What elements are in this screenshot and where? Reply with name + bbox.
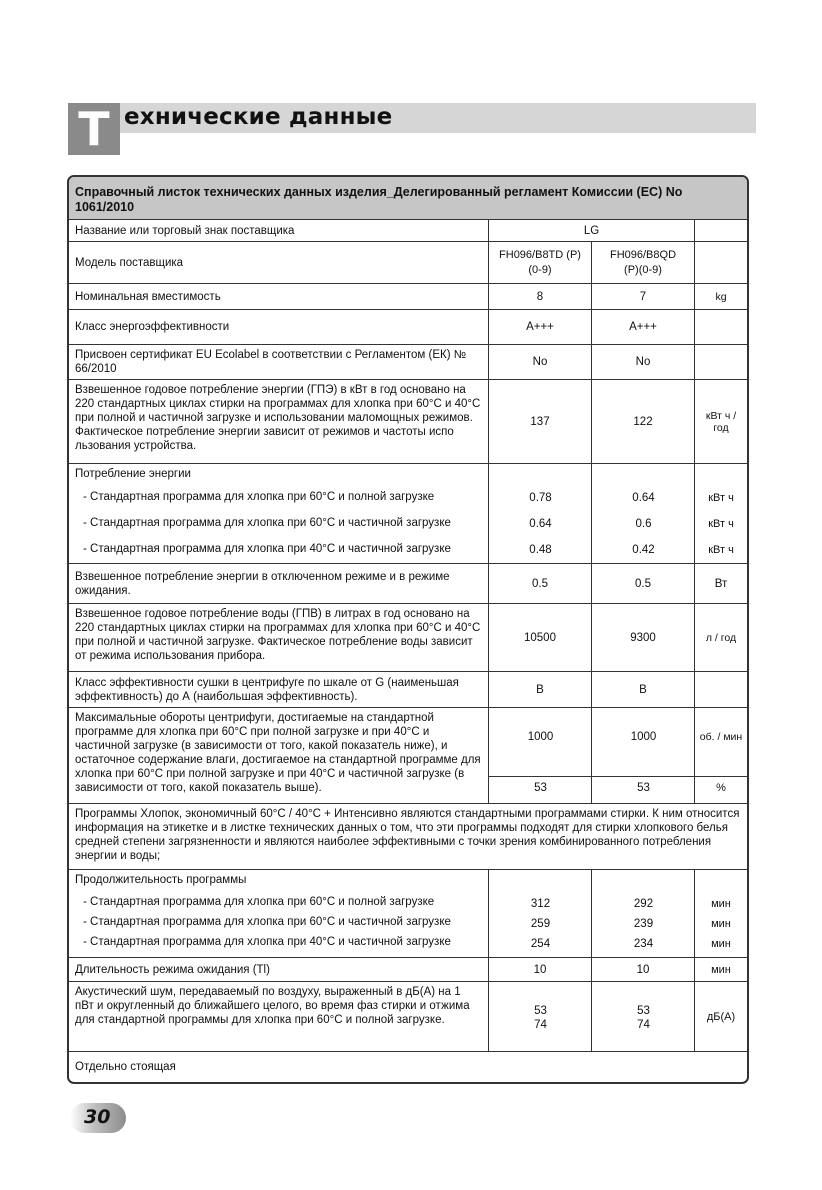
moisture-value-1: 53 (534, 782, 547, 794)
list-item: - Стандартная программа для хлопка при 60°С и частичной загрузке (83, 517, 451, 529)
annual-water-value-1: 10500 (489, 604, 592, 671)
unit-cell (695, 672, 747, 707)
moisture-value-2: 53 (637, 782, 650, 794)
noise-unit: дБ(А) (706, 1010, 736, 1023)
unit-cell (695, 345, 747, 379)
value: 0.42 (632, 544, 655, 556)
table-caption: Справочный листок технических данных изделия_Делегированный регламент Комиссии (ЕС) No 1061/2010 (69, 177, 747, 220)
row-label: Присвоен сертификат EU Ecolabel в соответствии с Регламентом (ЕК) № 66/2010 (69, 345, 489, 379)
row-label: Взвешенное годовое потребление воды (ГПВ) в литрах в год основано на 220 стандартных циклах стирки на программах для хлопка при 60°С и 40°С при полной и частичной загрузке. Фактическое потребление воды зависит от режима использования прибора. (69, 604, 489, 671)
row-label: Модель поставщика (69, 242, 489, 283)
table-row-standby-duration (69, 958, 747, 982)
row-label: Акустический шум, передаваемый по воздуху, выраженный в дБ(А) на 1 пВт и округленный до ближайшего целого, во время фаз стирки и отжима для стандартной программы для хлопка при 60°С и полной загрузке. (69, 982, 489, 1051)
annual-energy-value-2: 122 (592, 380, 695, 463)
moisture-unit: % (716, 782, 726, 794)
value: 0.6 (635, 518, 652, 530)
list-item: - Стандартная программа для хлопка при 40°С и частичной загрузке (83, 936, 451, 948)
energy-class-value-2: A+++ (592, 310, 695, 344)
value: 254 (530, 938, 551, 950)
annual-energy-value-1: 137 (489, 380, 592, 463)
table-row-supplier (69, 220, 747, 242)
table-row-capacity (69, 284, 747, 310)
value: 0.64 (529, 518, 552, 530)
energy-class-value-1: A+++ (489, 310, 592, 344)
value: 312 (530, 898, 551, 910)
row-label: Класс энергоэффективности (69, 310, 489, 344)
rpm-unit: об. / мин (699, 731, 743, 743)
unit-cell (695, 310, 747, 344)
spec-table (67, 175, 749, 1084)
table-row-spin-class (69, 672, 747, 708)
row-label: Максимальные обороты центрифуги, достигаемые на стандартной программе для хлопка при 60°С при полной загрузке и при 40°С и частичной загрузке (в зависимости от того, какой показатель ниже), и остаточное содержание влаги, достигаемое на стандартной программе для хлопка при 60°С при полной загрузке и при 40°С и частичной загрузке (в зависимости от того, какой показатель выше). (69, 708, 489, 803)
unit: кВт ч (708, 492, 734, 504)
unit: кВт ч (708, 518, 734, 530)
row-label: Класс эффективности сушки в центрифуге по шкале от G (наименьшая эффективность) до А (наибольшая эффективность). (69, 672, 489, 707)
table-row-model (69, 242, 747, 284)
programs-note: Программы Хлопок, экономичный 60°С / 40°С + Интенсивно являются стандартными программами стирки. К ним относится информация на этикетке и в листке технических данных о том, что эти программы подходят для стирки хлопкового белья средней степени загрязненности и являются наиболее эффективными с точки зрения комбинированного потребления энергии и воды; (75, 808, 740, 862)
table-row-footer (69, 1052, 747, 1082)
unit: мин (711, 898, 731, 910)
header-initial-letter: Т (68, 103, 120, 155)
table-row-energy-consumption (69, 464, 747, 564)
annual-water-value-2: 9300 (592, 604, 695, 671)
standby-value-1: 0.5 (489, 564, 592, 603)
noise-spin-value-2: 74 (637, 1019, 650, 1031)
annual-water-unit: л / год (705, 631, 737, 644)
unit: кВт ч (708, 544, 734, 556)
ecolabel-value-1: No (489, 345, 592, 379)
supplier-value: LG (489, 220, 695, 241)
spin-class-value-2: B (592, 672, 695, 707)
standby-value-2: 0.5 (592, 564, 695, 603)
unit-cell (695, 220, 747, 241)
value: 292 (633, 898, 654, 910)
page-title: ехнические данные (124, 104, 393, 130)
noise-wash-value-2: 53 (637, 1005, 650, 1017)
rpm-value-2: 1000 (630, 731, 657, 743)
standby-unit: Вт (714, 577, 728, 590)
annual-energy-unit: кВт ч / год (705, 409, 737, 434)
noise-wash-value-1: 53 (534, 1005, 547, 1017)
model-value-2: FH096/B8QD (P)(0-9) (592, 242, 695, 283)
rpm-value-1: 1000 (527, 731, 554, 743)
row-label: Продолжительность программы (75, 874, 247, 886)
capacity-value-2: 7 (592, 284, 695, 309)
value: 0.78 (529, 492, 552, 504)
value: 259 (530, 918, 551, 930)
installation-type: Отдельно стоящая (75, 1061, 176, 1073)
cell-divider (489, 776, 747, 777)
row-label: Длительность режима ожидания (Tl) (69, 958, 489, 981)
list-item: - Стандартная программа для хлопка при 60°С и полной загрузке (83, 896, 435, 908)
spin-class-value-1: B (489, 672, 592, 707)
model-value-1: FH096/B8TD (P)(0-9) (489, 242, 592, 283)
unit-cell (695, 242, 747, 283)
list-item: - Стандартная программа для хлопка при 40°С и частичной загрузке (83, 543, 451, 555)
table-row-noise (69, 982, 747, 1052)
table-row-annual-water (69, 604, 747, 672)
row-label: Номинальная вместимость (69, 284, 489, 309)
value: 239 (633, 918, 654, 930)
table-row-spin-speed (69, 708, 747, 804)
list-item: - Стандартная программа для хлопка при 60°С и полной загрузке (83, 491, 435, 503)
capacity-unit: kg (715, 290, 727, 303)
page-number: 30 (84, 1106, 111, 1128)
capacity-value-1: 8 (489, 284, 592, 309)
table-row-programs-note (69, 804, 747, 870)
value: 234 (633, 938, 654, 950)
row-label: Взвешенное потребление энергии в отключенном режиме и в режиме ожидания. (69, 564, 489, 603)
row-label: Потребление энергии (75, 468, 191, 480)
standby-duration-unit: мин (711, 963, 731, 976)
standby-duration-value-2: 10 (592, 958, 695, 981)
table-row-energy-class (69, 310, 747, 345)
table-row-program-duration (69, 870, 747, 958)
table-row-standby-power (69, 564, 747, 604)
value: 0.48 (529, 544, 552, 556)
noise-spin-value-1: 74 (534, 1019, 547, 1031)
row-label: Взвешенное годовое потребление энергии (ГПЭ) в кВт в год основано на 220 стандартных циклах стирки на программах для хлопка при 60°С и 40°С при полной и частичной загрузке и использовании маломощных режимов. Фактическое потребление энергии зависит от режимов и частоты испо льзования устройства. (69, 380, 489, 463)
standby-duration-value-1: 10 (489, 958, 592, 981)
unit: мин (711, 918, 731, 930)
table-row-ecolabel (69, 345, 747, 380)
list-item: - Стандартная программа для хлопка при 60°С и частичной загрузке (83, 916, 451, 928)
table-row-annual-energy (69, 380, 747, 464)
ecolabel-value-2: No (592, 345, 695, 379)
value: 0.64 (632, 492, 655, 504)
unit: мин (711, 938, 731, 950)
row-label: Название или торговый знак поставщика (69, 220, 489, 241)
